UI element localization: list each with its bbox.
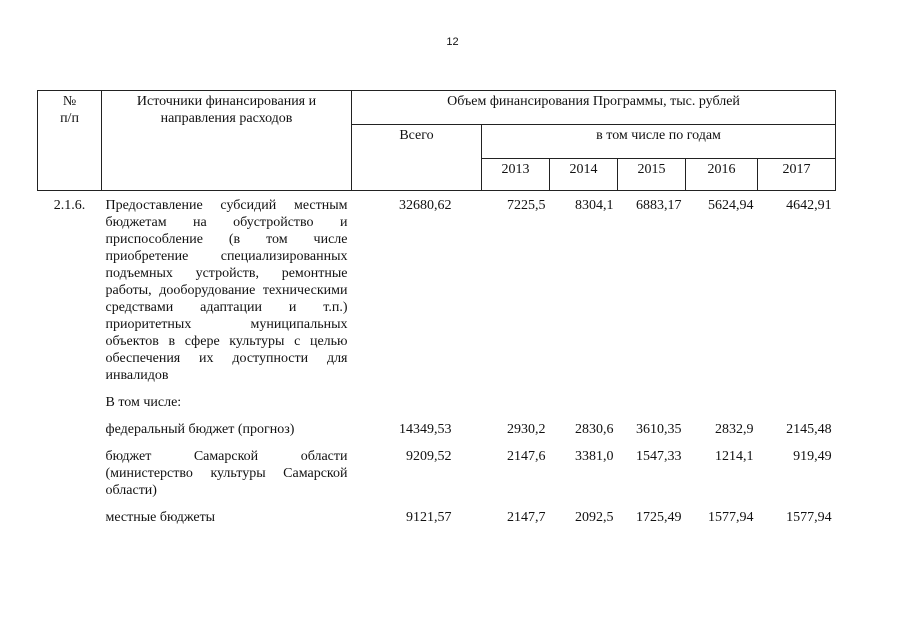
table-row bbox=[38, 384, 836, 411]
row-value-2017 bbox=[758, 384, 836, 411]
row-value-2016: 1577,94 bbox=[708, 510, 754, 525]
row-value-2013 bbox=[482, 384, 550, 411]
header-num: № п/п bbox=[38, 91, 102, 191]
row-value-2013: 2147,7 bbox=[507, 510, 546, 525]
row-value-2016: 5624,94 bbox=[708, 198, 754, 213]
row-value-2017: 2145,48 bbox=[786, 422, 832, 437]
row-value-2013: 2147,6 bbox=[507, 449, 546, 464]
row-description: местные бюджеты bbox=[105, 510, 216, 525]
header-year: 2016 bbox=[686, 159, 758, 191]
header-total: Всего bbox=[352, 125, 482, 191]
row-value-2015 bbox=[618, 384, 686, 411]
header-by-years: в том числе по годам bbox=[482, 125, 836, 159]
row-total: 9121,57 bbox=[406, 510, 452, 525]
row-total: 14349,53 bbox=[399, 422, 452, 437]
row-number bbox=[38, 499, 102, 526]
row-number bbox=[38, 438, 102, 499]
row-number bbox=[38, 411, 102, 438]
page-number: 12 bbox=[446, 36, 459, 48]
row-total: 9209,52 bbox=[406, 449, 452, 464]
row-description: федеральный бюджет (прогноз) bbox=[105, 422, 295, 437]
header-volume: Объем финансирования Программы, тыс. рублей bbox=[352, 91, 836, 125]
row-number: 2.1.6. bbox=[53, 198, 86, 213]
table-row bbox=[38, 499, 836, 526]
row-description: Предоставление субсидий местным бюджетам на обустройство и приспособление (в том числе приобретение специализированных подъемных устройств, ремонтные работы, дооборудование техническими средствами адаптации и т.п.) приоритетных муниципальных объектов в сфере культуры с целью обеспечения их доступности для инвалидов bbox=[105, 198, 348, 383]
row-value-2016: 2832,9 bbox=[715, 422, 754, 437]
table-row bbox=[38, 191, 836, 385]
row-value-2015: 3610,35 bbox=[636, 422, 682, 437]
row-value-2016 bbox=[686, 384, 758, 411]
header-year: 2014 bbox=[550, 159, 618, 191]
row-value-2014: 8304,1 bbox=[575, 198, 614, 213]
table-row bbox=[38, 411, 836, 438]
row-total bbox=[352, 384, 482, 411]
row-number bbox=[38, 384, 102, 411]
row-value-2013: 7225,5 bbox=[507, 198, 546, 213]
row-total: 32680,62 bbox=[399, 198, 452, 213]
row-value-2013: 2930,2 bbox=[507, 422, 546, 437]
row-value-2014 bbox=[550, 384, 618, 411]
row-value-2017: 919,49 bbox=[793, 449, 832, 464]
row-value-2017: 4642,91 bbox=[786, 198, 832, 213]
header-year: 2015 bbox=[618, 159, 686, 191]
row-value-2014: 2092,5 bbox=[575, 510, 614, 525]
row-value-2016: 1214,1 bbox=[715, 449, 754, 464]
financing-table bbox=[37, 90, 836, 526]
header-year: 2013 bbox=[482, 159, 550, 191]
row-description: бюджет Самарской области (министерство культуры Самарской области) bbox=[105, 449, 348, 498]
row-value-2015: 1547,33 bbox=[636, 449, 682, 464]
row-value-2014: 2830,6 bbox=[575, 422, 614, 437]
row-value-2015: 1725,49 bbox=[636, 510, 682, 525]
table-row bbox=[38, 438, 836, 499]
header-year: 2017 bbox=[758, 159, 836, 191]
row-value-2017: 1577,94 bbox=[786, 510, 832, 525]
row-value-2015: 6883,17 bbox=[636, 198, 682, 213]
row-description: В том числе: bbox=[105, 395, 182, 410]
row-value-2014: 3381,0 bbox=[575, 449, 614, 464]
header-source: Источники финансирования и направления расходов bbox=[102, 91, 352, 191]
